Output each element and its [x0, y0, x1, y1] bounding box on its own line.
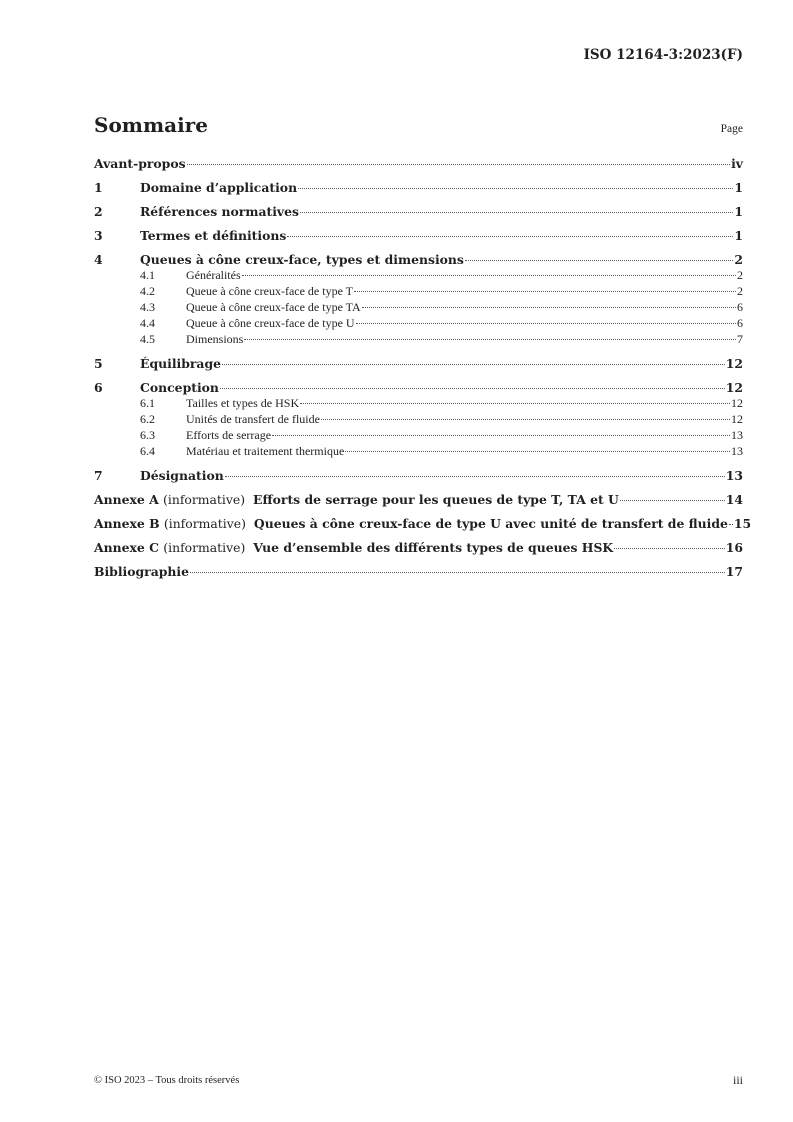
leader-dots	[287, 236, 733, 237]
toc-label: Généralités	[186, 268, 241, 282]
toc-label: Domaine d’application	[140, 180, 298, 195]
toc-label: Matériau et traitement thermique	[186, 444, 345, 458]
toc-number: 4.3	[140, 300, 155, 314]
toc-page: 7	[737, 332, 743, 346]
toc-label: Dimensions	[186, 332, 244, 346]
leader-dots	[222, 364, 725, 365]
leader-dots	[620, 500, 725, 501]
toc-label: Queue à cône creux-face de type U	[186, 316, 355, 330]
leader-dots	[729, 524, 733, 525]
toc-entry-2[interactable]	[94, 204, 743, 219]
toc-page: 12	[725, 356, 743, 371]
toc-page: 13	[731, 428, 743, 442]
page-title: Sommaire	[94, 113, 208, 137]
leader-dots	[300, 212, 733, 213]
table-of-contents	[94, 156, 752, 579]
toc-entry-6-3[interactable]	[94, 427, 743, 443]
toc-label: Avant-propos	[94, 156, 186, 171]
page-column-label: Page	[720, 123, 743, 135]
toc-entry-6-2[interactable]	[94, 411, 743, 427]
leader-dots	[298, 188, 733, 189]
leader-dots	[190, 572, 725, 573]
toc-entry-bibliographie[interactable]	[94, 564, 743, 579]
toc-number: 4	[94, 252, 103, 267]
toc-number: 6.4	[140, 444, 155, 458]
leader-dots	[356, 323, 736, 324]
leader-dots	[614, 548, 725, 549]
toc-entry-4[interactable]	[94, 252, 743, 267]
toc-label: Désignation	[140, 468, 224, 483]
toc-label: Queue à cône creux-face de type T	[186, 284, 354, 298]
annex-kind: (informative)	[163, 516, 246, 531]
toc-page: iv	[731, 156, 743, 171]
toc-label: Unités de transfert de fluide	[186, 412, 320, 426]
toc-page: 2	[734, 252, 743, 267]
toc-page: 15	[733, 516, 752, 531]
toc-label: Tailles et types de HSK	[186, 396, 300, 410]
toc-entry-3[interactable]	[94, 228, 743, 243]
toc-label: Efforts de serrage	[186, 428, 272, 442]
toc-label: Conception	[140, 380, 219, 395]
toc-number: 2	[94, 204, 103, 219]
toc-page: 6	[737, 316, 743, 330]
toc-page: 12	[725, 380, 743, 395]
toc-number: 6.2	[140, 412, 155, 426]
toc-page: 12	[731, 396, 743, 410]
toc-entry-5[interactable]	[94, 356, 743, 371]
toc-entry-4-4[interactable]	[94, 315, 743, 331]
title-row	[94, 113, 743, 137]
toc-page: 1	[734, 228, 743, 243]
annex-kind: (informative)	[163, 540, 246, 555]
annex-title: Efforts de serrage pour les queues de type T, TA et U	[253, 492, 619, 507]
toc-number: 4.2	[140, 284, 155, 298]
leader-dots	[272, 435, 730, 436]
toc-label: Queues à cône creux-face, types et dimensions	[140, 252, 464, 267]
toc-page: 1	[734, 180, 743, 195]
toc-entry-6-4[interactable]	[94, 443, 743, 459]
toc-number: 4.1	[140, 268, 155, 282]
leader-dots	[187, 164, 731, 165]
toc-entry-7[interactable]	[94, 468, 743, 483]
toc-page: 2	[737, 268, 743, 282]
annex-prefix: Annexe C	[94, 540, 159, 555]
toc-label: Termes et définitions	[140, 228, 287, 243]
toc-number: 6.1	[140, 396, 155, 410]
annex-prefix: Annexe B	[94, 516, 160, 531]
toc-page: 14	[725, 492, 743, 507]
toc-entry-annex-b[interactable]	[94, 516, 752, 531]
toc-number: 6.3	[140, 428, 155, 442]
toc-number: 4.5	[140, 332, 155, 346]
annex-prefix: Annexe A	[94, 492, 159, 507]
toc-page: 17	[725, 564, 743, 579]
leader-dots	[345, 451, 730, 452]
toc-number: 4.4	[140, 316, 155, 330]
toc-label	[94, 492, 619, 507]
document-id: ISO 12164-3:2023(F)	[583, 47, 743, 63]
toc-entry-6[interactable]	[94, 380, 743, 395]
toc-label: Équilibrage	[140, 356, 222, 371]
toc-label: Queue à cône creux-face de type TA	[186, 300, 361, 314]
toc-entry-avant-propos[interactable]	[94, 156, 743, 171]
toc-page: 2	[737, 284, 743, 298]
toc-entry-4-1[interactable]	[94, 267, 743, 283]
toc-number: 3	[94, 228, 103, 243]
toc-number: 1	[94, 180, 103, 195]
leader-dots	[465, 260, 733, 261]
toc-page: 12	[731, 412, 743, 426]
leader-dots	[300, 403, 730, 404]
leader-dots	[354, 291, 736, 292]
annex-title: Queues à cône creux-face de type U avec unité de transfert de fluide	[253, 516, 728, 531]
leader-dots	[244, 339, 736, 340]
toc-entry-1[interactable]	[94, 180, 743, 195]
toc-page: 13	[731, 444, 743, 458]
toc-label: Références normatives	[140, 204, 299, 219]
toc-entry-4-5[interactable]	[94, 331, 743, 347]
leader-dots	[225, 476, 725, 477]
toc-label	[94, 540, 613, 555]
footer-copyright: © ISO 2023 – Tous droits réservés	[94, 1075, 240, 1086]
leader-dots	[220, 388, 725, 389]
footer-page-number: iii	[732, 1073, 743, 1087]
toc-page: 1	[734, 204, 743, 219]
toc-entry-4-3[interactable]	[94, 299, 743, 315]
toc-entry-6-1[interactable]	[94, 395, 743, 411]
toc-label: Bibliographie	[94, 564, 190, 579]
toc-page: 6	[737, 300, 743, 314]
toc-entry-4-2[interactable]	[94, 283, 743, 299]
leader-dots	[321, 419, 730, 420]
toc-entry-annex-a[interactable]	[94, 492, 743, 507]
toc-page: 16	[725, 540, 743, 555]
annex-kind: (informative)	[163, 492, 246, 507]
annex-title: Vue d’ensemble des différents types de queues HSK	[253, 540, 614, 555]
toc-number: 7	[94, 468, 103, 483]
toc-page: 13	[725, 468, 743, 483]
toc-number: 5	[94, 356, 103, 371]
toc-entry-annex-c[interactable]	[94, 540, 743, 555]
toc-number: 6	[94, 380, 103, 395]
toc-label	[94, 516, 728, 531]
leader-dots	[362, 307, 736, 308]
leader-dots	[242, 275, 736, 276]
